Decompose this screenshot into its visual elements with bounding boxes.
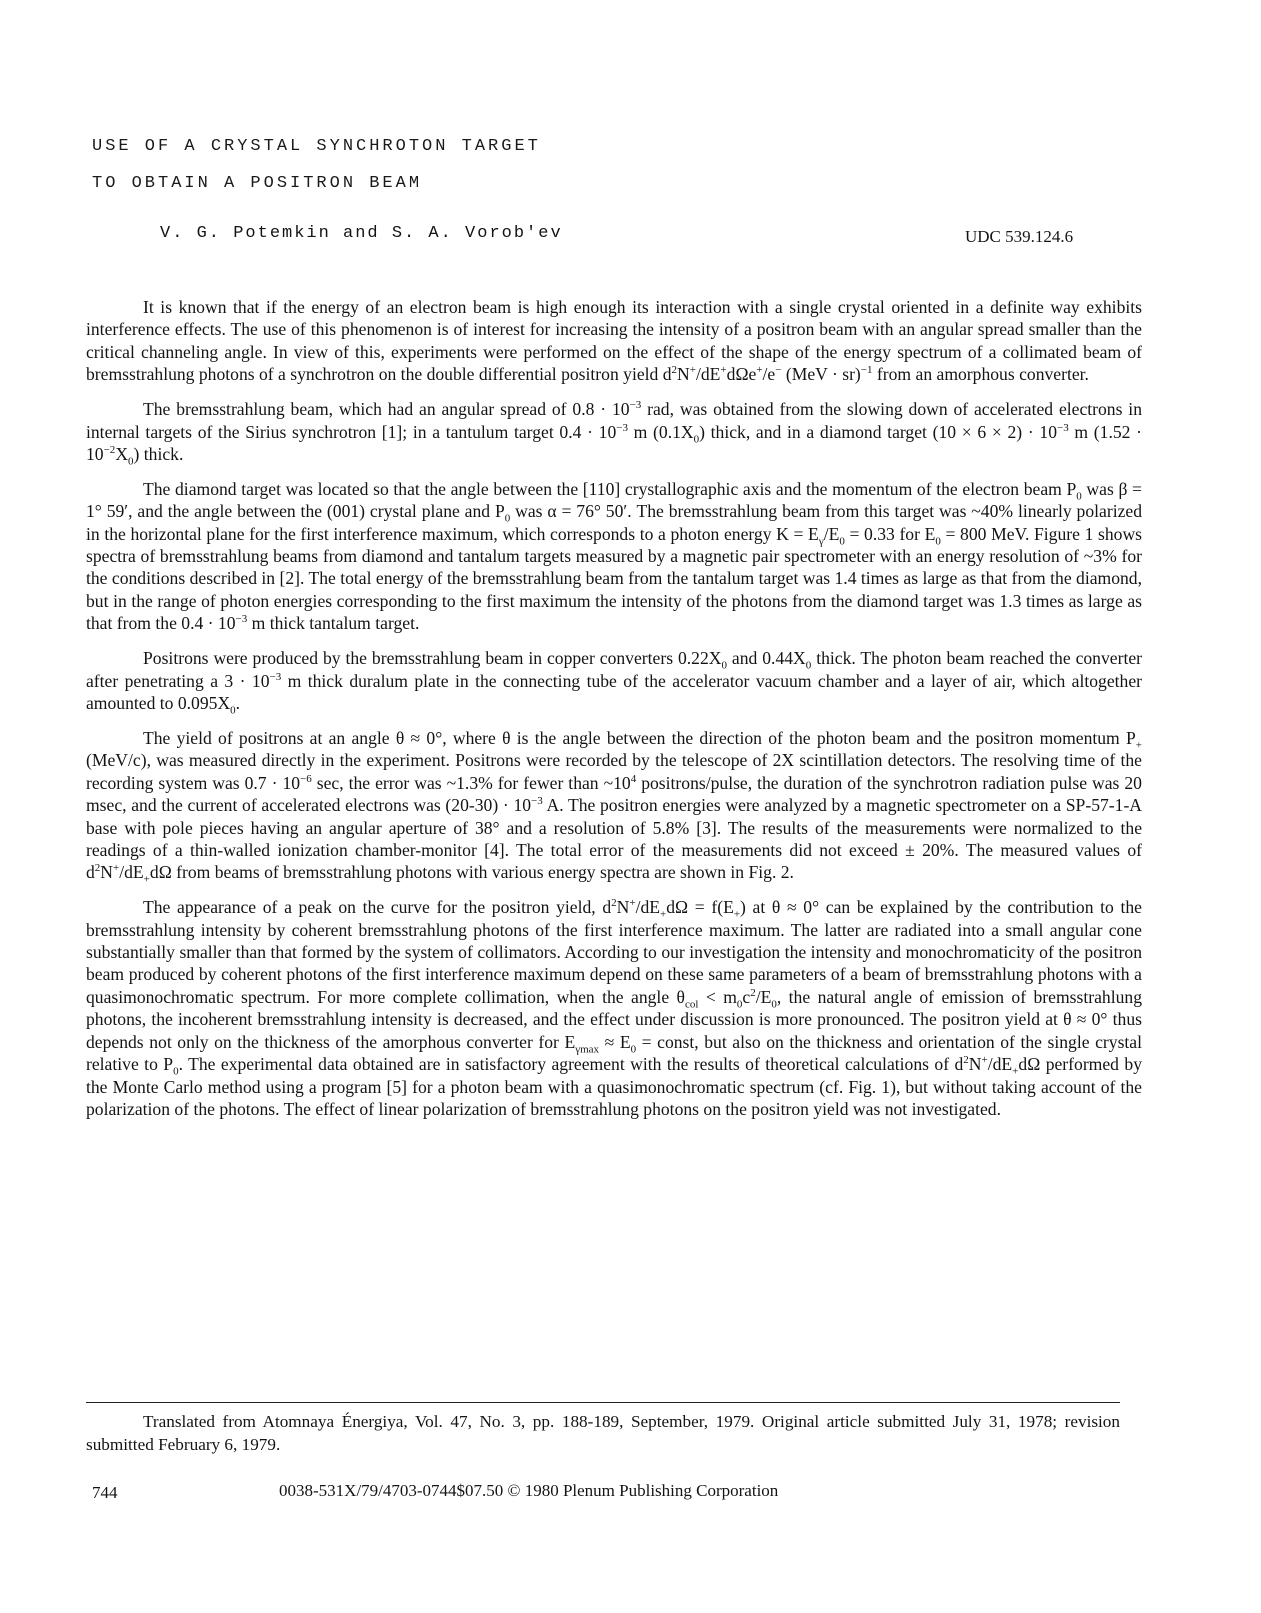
authors: V. G. Potemkin and S. A. Vorob'ev (160, 224, 563, 243)
paragraph-3: The diamond target was located so that the angle between the [110] crystallographic axis and the momentum of the electron beam $P_0$ was β = 1° 59′, and the angle between the (001) crystal plane and $P_0$ was α = 76° 50′. The bremsstrahlung beam from this target was ~40% linearly polarized in the horizontal plane for the first interference maximum, which corresponds to a photon energy $K = E_\gamma/E_0 = 0.33$ for $E_0 = 800$ MeV. Figure 1 shows spectra of bremsstrahlung beams from diamond and tantalum targets measured by a magnetic pair spectrometer with an energy resolution of ~3% for the conditions described in [2]. The total energy of the bremsstrahlung beam from the tantalum target was 1.4 times as large as that from the diamond, but in the range of photon energies corresponding to the first maximum the intensity of the photons from the diamond target was 1.3 times as large as that from the $0.4 \cdot 10^{-3}$ m thick tantalum target. (86, 478, 1143, 634)
udc-code: UDC 539.124.6 (965, 227, 1074, 246)
page-number: 744 (92, 1483, 118, 1502)
paragraph-5: The yield of positrons at an angle θ ≈ 0°, where θ is the angle between the direction of the photon beam and the positron momentum $P_+$ (MeV/c), was measured directly in the experiment. Positrons were recorded by the telescope of 2X scintillation detectors. The resolving time of the recording system was $0.7 \cdot 10^{-6}$ sec, the error was ~1.3% for fewer than $\sim 10^4$ positrons/pulse, the duration of the synchrotron radiation pulse was 20 msec, and the current of accelerated electrons was $(20-30) \cdot 10^{-3}$ A. The positron energies were analyzed by a magnetic spectrometer on a SP-57-1-A base with pole pieces having an angular aperture of 38° and a resolution of 5.8% [3]. The results of the measurements were normalized to the readings of a thin-walled ionization chamber-monitor [4]. The total error of the measurements did not exceed ± 20%. The measured values of $d^2N^+/dE_+d\Omega$ from beams of bremsstrahlung photons with various energy spectra are shown in Fig. 2. (86, 727, 1143, 886)
paragraph-4: Positrons were produced by the bremsstrahlung beam in copper converters $0.22X_0$ and $0.44X_0$ thick. The photon beam reached the converter after penetrating a $3 \cdot 10^{-3}$ m thick duralum plate in the connecting tube of the accelerator vacuum chamber and a layer of air, which altogether amounted to $0.095X_0$. (86, 648, 1142, 717)
footnote-divider (86, 1402, 1120, 1403)
copyright-line: 0038-531X/79/4703-0744$07.50 © 1980 Plenum Publishing Corporation (279, 1481, 779, 1500)
paragraph-1: It is known that if the energy of an electron beam is high enough its interaction with a single crystal oriented in a definite way exhibits interference effects. The use of this phenomenon is of interest for increasing the intensity of a positron beam with an angular spread smaller than the critical channeling angle. In view of this, experiments were performed on the effect of the shape of the energy spectrum of a collimated beam of bremsstrahlung photons of a synchrotron on the double differential positron yield $d^2N^+/dE^+d\Omega e^+/e^-$ (MeV · sr)$^{-1}$ from an amorphous converter. (86, 297, 1142, 385)
article-title-line-1: USE OF A CRYSTAL SYNCHROTON TARGET (92, 137, 541, 156)
article-body (86, 296, 1142, 1133)
paragraph-2: The bremsstrahlung beam, which had an angular spread of $0.8 \cdot 10^{-3}$ rad, was obtained from the slowing down of accelerated electrons in internal targets of the Sirius synchrotron [1]; in a tantulum target $0.4 \cdot 10^{-3}$ m $(0.1X_0)$ thick, and in a diamond target $(10 \times 6 \times 2) \cdot 10^{-3}$ m $(1.52 \cdot 10^{-2}X_0)$ thick. (86, 399, 1142, 468)
paragraph-6: The appearance of a peak on the curve for the positron yield, $d^2N^+/dE_+d\Omega = f(E_+)$ at θ ≈ 0° can be explained by the contribution to the bremsstrahlung intensity by coherent bremsstrahlung photons of the first interference maximum. The latter are radiated into a small angular cone substantially smaller than that formed by the system of collimators. According to our investigation the intensity and monochromaticity of the positron beam produced by coherent photons of the first interference maximum depend on these same parameters of a beam of bremsstrahlung photons with a quasimonochromatic spectrum. For more complete collimation, when the angle $\theta_{col} < m_0c^2/E_0$, the natural angle of emission of bremsstrahlung photons, the incoherent bremsstrahlung intensity is decreased, and the effect under discussion is more pronounced. The positron yield at θ ≈ 0° thus depends not only on the thickness of the amorphous converter for $E_{\gamma max} \approx E_0$ = const, but also on the thickness and orientation of the single crystal relative to $P_0$. The experimental data obtained are in satisfactory agreement with the results of theoretical calculations of $d^2N^+/dE_+d\Omega$ performed by the Monte Carlo method using a program [5] for a photon beam with a quasimonochromatic spectrum (cf. Fig. 1), but without taking account of the polarization of the photons. The effect of linear polarization of bremsstrahlung photons on the positron yield was not investigated. (86, 897, 1142, 1119)
translation-note: Translated from Atomnaya Énergiya, Vol. 47, No. 3, pp. 188-189, September, 1979. Original article submitted July 31, 1978; revision submitted February 6, 1979. (86, 1412, 1120, 1454)
article-title-line-2: TO OBTAIN A POSITRON BEAM (92, 174, 423, 193)
